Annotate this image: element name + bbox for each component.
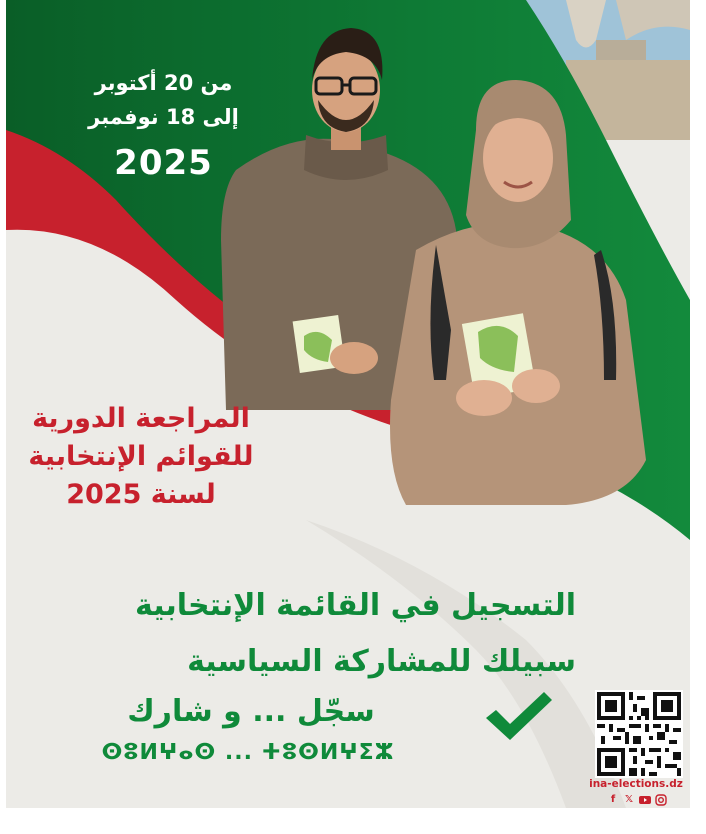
- poster-title: [16, 400, 266, 514]
- checkmark-icon: [482, 688, 554, 744]
- title-line-2: للقوائم الإنتخابية: [28, 441, 254, 472]
- slogan-line-1: التسجيل في القائمة الإنتخابية: [135, 588, 576, 623]
- register-call-tifinagh: ⵙⵓⵍⵖⴰⵙ ... ⵜⵓⵙⵍⵖⵉⵣ: [101, 740, 395, 765]
- slogan-line-2: سبيلك للمشاركة السياسية: [187, 644, 576, 679]
- qr-code-icon: [597, 692, 681, 776]
- registration-dates: [76, 66, 251, 192]
- youtube-icon[interactable]: [639, 794, 651, 806]
- facebook-icon[interactable]: f: [610, 794, 616, 805]
- slogan: [116, 578, 576, 690]
- date-year: 2025: [114, 143, 213, 183]
- register-call: سجّل ... و شارك: [127, 694, 375, 729]
- instagram-icon[interactable]: [655, 794, 667, 806]
- website-link[interactable]: ina-elections.dz: [589, 778, 683, 790]
- title-line-1: المراجعة الدورية: [32, 403, 250, 434]
- qr-code[interactable]: [595, 690, 683, 778]
- poster-panel: [6, 0, 690, 808]
- woman-figure: [390, 80, 646, 505]
- x-icon[interactable]: 𝕏: [624, 794, 634, 805]
- date-to: إلى 18 نوفمبر: [88, 105, 239, 129]
- social-links: [602, 794, 672, 806]
- date-from: من 20 أكتوبر: [94, 71, 233, 95]
- title-line-3: لسنة 2025: [66, 479, 216, 510]
